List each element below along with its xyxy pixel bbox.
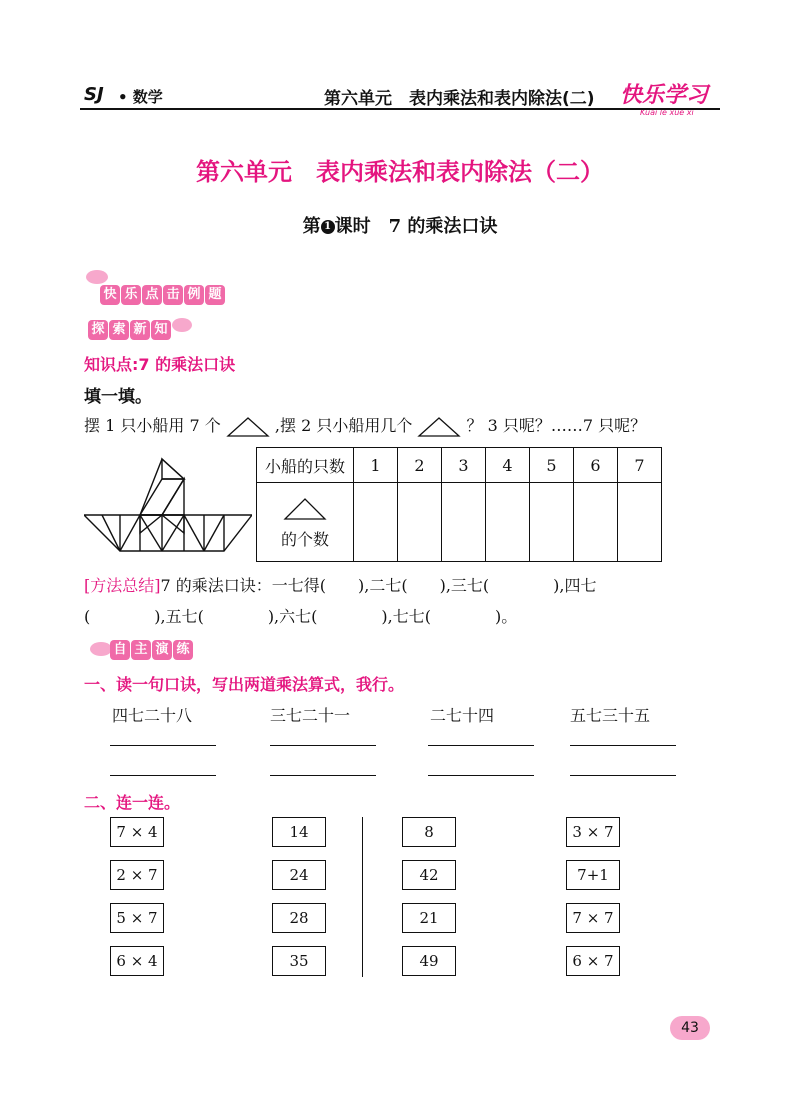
table-col: 4	[486, 448, 530, 483]
match-box[interactable]: 21	[402, 903, 456, 933]
answer-line[interactable]	[110, 775, 216, 776]
match-box[interactable]: 7 × 4	[110, 817, 164, 847]
method-summary-line2: ( ),五七( ),六七( ),七七( )。	[84, 607, 518, 626]
badge-explore: 探 索 新 知	[88, 320, 171, 340]
method-summary: [方法总结]7 的乘法口诀：一七得( ),二七( ),三七( ),四七	[84, 576, 597, 595]
knowledge-point: 知识点:7 的乘法口诀	[84, 355, 236, 374]
table-col: 3	[442, 448, 486, 483]
boat-figure	[84, 455, 252, 555]
match-box[interactable]: 42	[402, 860, 456, 890]
table-answer-cell[interactable]	[530, 483, 574, 562]
header-rule	[80, 108, 720, 110]
table-col: 1	[354, 448, 398, 483]
answer-line[interactable]	[570, 775, 676, 776]
header-subject: • 数学	[118, 88, 163, 106]
answer-line[interactable]	[428, 775, 534, 776]
section2-title: 二、连一连。	[84, 793, 181, 812]
match-box[interactable]: 14	[272, 817, 326, 847]
header-logo: SJ	[84, 84, 104, 105]
match-box[interactable]: 7+1	[566, 860, 620, 890]
table-col: 7	[618, 448, 662, 483]
table-col: 5	[530, 448, 574, 483]
header-brand-pinyin: Kuai le xue xi	[640, 108, 694, 117]
question-line: 摆 1 只小船用 7 个 ,摆 2 只小船用几个 ？ 3 只呢？……7 只呢？	[84, 413, 646, 438]
match-box[interactable]: 49	[402, 946, 456, 976]
match-box[interactable]: 6 × 7	[566, 946, 620, 976]
boat-count-table	[256, 447, 662, 562]
table-answer-cell[interactable]	[442, 483, 486, 562]
badge-practice: 自 主 演 练	[110, 640, 193, 660]
table-answer-cell[interactable]	[398, 483, 442, 562]
table-col: 6	[574, 448, 618, 483]
flower-decoration-icon	[172, 318, 192, 332]
table-answer-cell[interactable]	[574, 483, 618, 562]
table-answer-cell[interactable]	[486, 483, 530, 562]
flower-decoration-icon	[86, 270, 108, 284]
match-box[interactable]: 3 × 7	[566, 817, 620, 847]
answer-line[interactable]	[110, 745, 216, 746]
page-number: 43	[670, 1016, 710, 1040]
match-box[interactable]: 35	[272, 946, 326, 976]
table-col: 2	[398, 448, 442, 483]
answer-line[interactable]	[570, 745, 676, 746]
flower-decoration-icon	[90, 642, 112, 656]
answer-line[interactable]	[270, 775, 376, 776]
table-answer-cell[interactable]	[354, 483, 398, 562]
rhyme-item: 二七十四	[430, 706, 495, 725]
header-brand: 快乐学习	[620, 83, 709, 108]
table-row2-label: 的个数	[257, 483, 354, 562]
match-box[interactable]: 7 × 7	[566, 903, 620, 933]
section1-title: 一、读一句口诀，写出两道乘法算式，我行。	[84, 675, 405, 694]
table-answer-cell[interactable]	[618, 483, 662, 562]
rhyme-item: 三七二十一	[270, 706, 351, 725]
match-box[interactable]: 8	[402, 817, 456, 847]
page-title: 第六单元 表内乘法和表内除法（二）	[196, 158, 604, 186]
lesson-suffix: 课时 7 的乘法口诀	[334, 216, 498, 237]
triangle-icon	[226, 416, 270, 438]
match-box[interactable]: 28	[272, 903, 326, 933]
triangle-icon	[417, 416, 461, 438]
rhyme-item: 四七二十八	[112, 706, 193, 725]
match-box[interactable]: 6 × 4	[110, 946, 164, 976]
triangle-icon	[283, 497, 327, 521]
table-header-label: 小船的只数	[257, 448, 354, 483]
badge-examples: 快 乐 点 击 例 题	[100, 285, 225, 305]
rhyme-item: 五七三十五	[570, 706, 651, 725]
lesson-number: 1	[321, 220, 335, 234]
answer-line[interactable]	[270, 745, 376, 746]
match-box[interactable]: 24	[272, 860, 326, 890]
match-box[interactable]: 5 × 7	[110, 903, 164, 933]
answer-line[interactable]	[428, 745, 534, 746]
header-unit-title: 第六单元 表内乘法和表内除法(二)	[324, 89, 595, 109]
divider-line	[362, 817, 363, 977]
match-box[interactable]: 2 × 7	[110, 860, 164, 890]
lesson-prefix: 第	[302, 216, 321, 237]
fill-title: 填一填。	[84, 387, 152, 407]
lesson-title	[0, 212, 800, 238]
